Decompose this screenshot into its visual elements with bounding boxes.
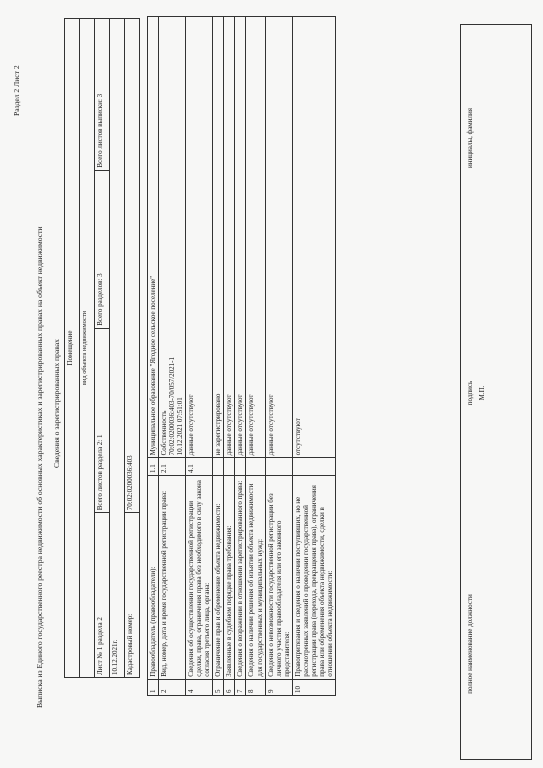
row-subnumber: [213, 458, 224, 476]
table-row: [213, 17, 224, 696]
row-value: данные отсутствуют: [186, 17, 213, 458]
table-row: [148, 17, 159, 696]
row-subnumber: 1.1: [148, 458, 159, 476]
row-label: Сведения о невозможности государственной регистрации без личного участия правообладателя или его законного представителя:: [265, 476, 292, 680]
document-subtitle: Сведения о зарегистрированных правах: [52, 339, 61, 468]
row-label: Сведения об осуществлении государственной регистрации сделки, права, ограничения права без необходимого в силу закона согласия третьего лица, органа:: [186, 476, 213, 680]
row-label: Заявленные в судебном порядке права требования:: [224, 476, 235, 680]
name-label: инициалы, фамилия: [466, 108, 474, 168]
row-value: данные отсутствуют: [235, 17, 246, 458]
row-label: Сведения о возражении в отношении зарегистрированного права:: [235, 476, 246, 680]
row-number: 5: [213, 679, 224, 695]
table-row: [292, 17, 335, 696]
row-label: Вид, номер, дата и время государственной регистрации права:: [159, 476, 186, 680]
section-sheet-label: Раздел 2 Лист 2: [12, 65, 21, 116]
object-kind-label: вид объекта недвижимости: [80, 19, 95, 678]
row-value: отсутствуют: [292, 17, 335, 458]
row-label: Ограничение прав и обременение объекта недвижимости:: [213, 476, 224, 680]
row-value: данные отсутствуют: [246, 17, 265, 458]
row-label: Правопритязания и сведения о наличии поступивших, но не рассмотренных заявлений о проведении государственной регистрации права (перехода, прекращения права), ограничения права или обременения объекта недвижимости, сделки в отношении объекта недвижимости:: [292, 476, 335, 680]
date: 10.12.2021г.: [110, 19, 125, 678]
total-sections: Всего разделов: 3: [95, 170, 110, 328]
stamp-label: М.П.: [478, 385, 486, 401]
table-row: [246, 17, 265, 696]
table-row: [265, 17, 292, 696]
table-row: [186, 17, 213, 696]
row-subnumber: [224, 458, 235, 476]
row-number: 7: [235, 679, 246, 695]
row-number: 1: [148, 679, 159, 695]
total-sheets: Всего листов выписки: 3: [95, 19, 110, 171]
row-subnumber: [292, 458, 335, 476]
row-subnumber: [265, 458, 292, 476]
object-type: Помещение: [65, 19, 80, 678]
rights-table: [147, 16, 336, 696]
sheet-label: Лист № 1 раздела 2: [95, 513, 110, 678]
header-table: [64, 18, 140, 678]
row-value: не зарегистрировано: [213, 17, 224, 458]
row-subnumber: [246, 458, 265, 476]
row-value: данные отсутствуют: [265, 17, 292, 458]
row-number: 8: [246, 679, 265, 695]
row-number: 10: [292, 679, 335, 695]
row-subnumber: 4.1: [186, 458, 213, 476]
cadastral-label: Кадастровый номер:: [125, 513, 140, 678]
row-number: 6: [224, 679, 235, 695]
table-row: [159, 17, 186, 696]
table-row: [235, 17, 246, 696]
row-value: Муниципальное образование "Ягодное сельское поселение": [148, 17, 159, 458]
row-number: 9: [265, 679, 292, 695]
row-subnumber: 2.1: [159, 458, 186, 476]
cadastral-number: 70:02:0200036:403: [125, 19, 140, 513]
row-label: Сведения о наличии решения об изъятии объекта недвижимости для государственных и муниципальных нужд:: [246, 476, 265, 680]
row-value: данные отсутствуют: [224, 17, 235, 458]
signature-label: подпись: [466, 380, 474, 406]
row-number: 2: [159, 679, 186, 695]
row-label: Правообладатель (правообладатели):: [148, 476, 159, 680]
table-row: [224, 17, 235, 696]
row-subnumber: [235, 458, 246, 476]
row-value: Собственность 70:02:0200036:403-70/057/2021-1 10.12.2021 07:51:01: [159, 17, 186, 458]
signature-frame: [460, 24, 532, 760]
position-label: полное наименование должности: [466, 594, 474, 694]
row-number: 4: [186, 679, 213, 695]
document-title: Выписка из Единого государственного реестра недвижимости об основных характеристиках и зарегистрированных правах на объект недвижимости: [35, 226, 44, 708]
total-sheets-section: Всего листов раздела 2: 1: [95, 328, 110, 513]
